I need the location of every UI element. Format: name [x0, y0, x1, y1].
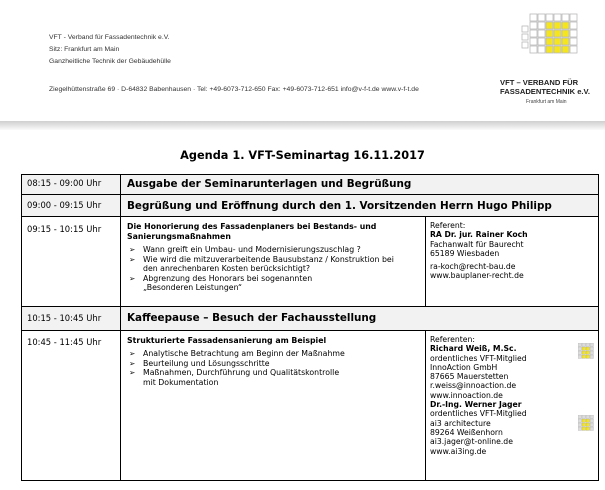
speaker-detail: 65189 Wiesbaden [430, 248, 500, 258]
topic-bullet-list [127, 245, 425, 293]
agenda-row [22, 331, 599, 481]
arrow-bullet-icon: ➢ [129, 254, 136, 264]
arrow-bullet-icon: ➢ [129, 245, 136, 254]
topic-title-line-2: Sanierungsmaßnahmen [127, 232, 231, 241]
arrow-bullet-icon: ➢ [129, 349, 136, 358]
speaker-detail: Fachanwalt für Baurecht [430, 239, 524, 249]
speaker-email: r.weiss@innoaction.de [430, 381, 517, 391]
speaker-detail: 89264 Weißenhorn [430, 427, 503, 437]
brand-line-1: VFT – VERBAND FÜR [500, 78, 579, 87]
agenda-time: 09:00 - 09:15 Uhr [22, 195, 121, 217]
bullet-item: ➢ Abgrenzung des Honorars bei sogenannten „Besonderen Leistungen“ [129, 273, 313, 292]
bullet-item: ➢ Maßnahmen, Durchführung und Qualitätskontrolle mit Dokumentation [129, 368, 340, 387]
agenda-row [22, 175, 599, 195]
topic-title-line-1: Strukturierte Fassadensanierung am Beispiel [127, 336, 327, 345]
bullet-item: ➢ Wann greift ein Umbau- und Modernisierungszuschlag ? [129, 245, 361, 254]
vft-member-icon [578, 343, 594, 359]
speaker-cell [426, 217, 599, 307]
agenda-time: 09:15 - 10:15 Uhr [22, 217, 121, 307]
agenda-item-text: Begrüßung und Eröffnung durch den 1. Vorsitzenden Herrn Hugo Philipp [127, 200, 552, 212]
agenda-item [121, 331, 426, 481]
speaker-website: www.ai3ing.de [430, 446, 487, 456]
arrow-bullet-icon: ➢ [129, 273, 136, 283]
vft-member-icon [578, 415, 594, 431]
speaker-detail: 87665 Mauerstetten [430, 372, 509, 382]
arrow-bullet-icon: ➢ [129, 358, 136, 368]
agenda-item [121, 195, 599, 217]
speaker-email: ra-koch@recht-bau.de [430, 262, 516, 272]
speaker-detail: ordentliches VFT-Mitglied [430, 409, 527, 419]
agenda-title: Agenda 1. VFT-Seminartag 16.11.2017 [180, 149, 425, 162]
speaker-name: Richard Weiß, M.Sc. [430, 344, 517, 354]
bullet-item: ➢ Analytische Betrachtung am Beginn der Maßnahme [129, 349, 345, 358]
speaker-detail: InnoAction GmbH [430, 362, 498, 372]
org-address: Ziegelhüttenstraße 69 · D-64832 Babenhausen · Tel: +49-6073-712-650 Fax: +49-6073-712-651 info@v-f-t.de www.v-f-t.de [49, 86, 419, 93]
agenda-item [121, 307, 599, 331]
speaker-label: Referent: [430, 221, 466, 230]
agenda-time: 10:45 - 11:45 Uhr [22, 331, 121, 481]
speaker-name: Dr.-Ing. Werner Jager [430, 400, 522, 410]
agenda-item [121, 175, 599, 195]
speaker-detail: ai3 architecture [430, 418, 491, 428]
letterhead [0, 0, 605, 128]
speaker-website: www.innoaction.de [430, 390, 503, 400]
arrow-bullet-icon: ➢ [129, 368, 136, 377]
agenda-item-text: Ausgabe der Seminarunterlagen und Begrüßung [127, 178, 412, 190]
agenda-row [22, 307, 599, 331]
speaker-cell [426, 331, 599, 481]
brand-line-3: Frankfurt am Main [526, 99, 567, 105]
speaker-name: RA Dr. jur. Rainer Koch [430, 230, 528, 240]
vft-grid-logo-icon [520, 12, 586, 62]
org-seat: Sitz: Frankfurt am Main [49, 46, 120, 53]
agenda-item [121, 217, 426, 307]
org-name: VFT - Verband für Fassadentechnik e.V. [49, 34, 170, 41]
agenda-item-text: Kaffeepause – Besuch der Fachausstellung [127, 312, 377, 324]
org-tagline: Ganzheitliche Technik der Gebäudehülle [49, 58, 171, 65]
agenda-row [22, 217, 599, 307]
header-divider [0, 121, 605, 130]
speaker-label: Referenten: [430, 335, 475, 344]
bullet-item: ➢ Beurteilung und Lösungsschritte [129, 358, 270, 368]
agenda-time: 08:15 - 09:00 Uhr [22, 175, 121, 195]
bullet-item: ➢ Wie wird die mitzuverarbeitende Bausubstanz / Konstruktion bei den anrechenbaren Kosten berücksichtigt? [129, 254, 394, 273]
topic-bullet-list [127, 349, 425, 387]
topic-title-line-1: Die Honorierung des Fassadenplaners bei Bestands- und [127, 222, 377, 231]
speaker-detail: ordentliches VFT-Mitglied [430, 353, 527, 363]
agenda-table [21, 174, 599, 481]
agenda-time: 10:15 - 10:45 Uhr [22, 307, 121, 331]
speaker-email: ai3.jager@t-online.de [430, 437, 513, 447]
brand-line-2: FASSADENTECHNIK e.V. [500, 87, 591, 96]
agenda-row [22, 195, 599, 217]
speaker-website: www.bauplaner-recht.de [430, 271, 524, 281]
